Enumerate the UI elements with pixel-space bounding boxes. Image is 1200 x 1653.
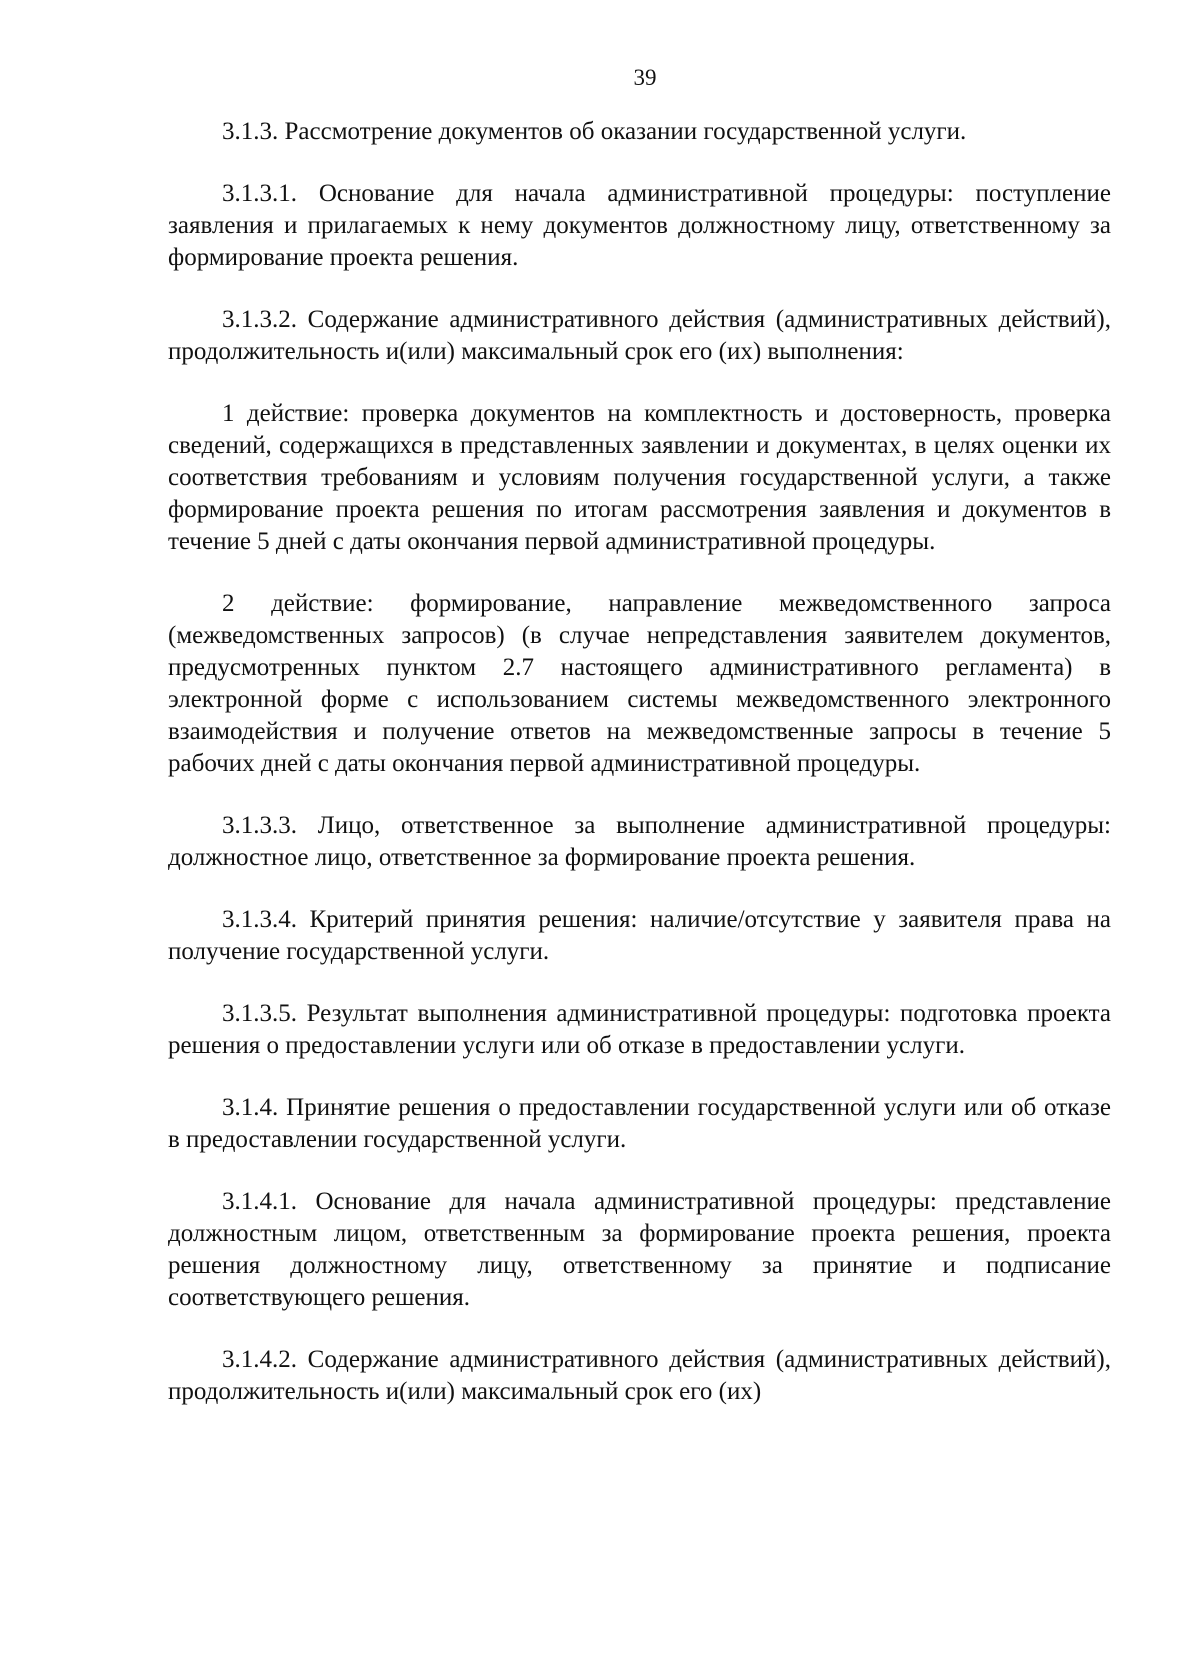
page-number: 39 xyxy=(633,65,657,90)
paragraph-3-1-4-2: 3.1.4.2. Содержание административного действия (административных действий), продолжительность и(или) максимальный срок его (их) xyxy=(168,1346,1111,1405)
paragraph-3-1-3-2: 3.1.3.2. Содержание административного действия (административных действий), продолжительность и(или) максимальный срок его (их) выполнения: xyxy=(168,306,1111,365)
paragraph-3-1-3-5: 3.1.3.5. Результат выполнения административной процедуры: подготовка проекта решения о предоставлении услуги или об отказе в предоставлении услуги. xyxy=(168,1000,1111,1059)
paragraph-3-1-3-4: 3.1.3.4. Критерий принятия решения: наличие/отсутствие у заявителя права на получение государственной услуги. xyxy=(168,906,1111,965)
paragraph-action-2: 2 действие: формирование, направление межведомственного запроса (межведомственных запросов) (в случае непредставления заявителем документов, предусмотренных пунктом 2.7 настоящего административного регламента) в электронной форме с использованием системы межведомственного электронного взаимодействия и получение ответов на межведомственные запросы в течение 5 рабочих дней с даты окончания первой административной процедуры. xyxy=(168,590,1111,777)
paragraph-action-1: 1 действие: проверка документов на комплектность и достоверность, проверка сведений, содержащихся в представленных заявлении и документах, в целях оценки их соответствия требованиям и условиям получения государственной услуги, а также формирование проекта решения по итогам рассмотрения заявления и документов в течение 5 дней с даты окончания первой административной процедуры. xyxy=(168,400,1111,555)
paragraph-3-1-3: 3.1.3. Рассмотрение документов об оказании государственной услуги. xyxy=(222,118,967,145)
paragraph-3-1-4: 3.1.4. Принятие решения о предоставлении государственной услуги или об отказе в предоставлении государственной услуги. xyxy=(168,1094,1111,1153)
paragraph-3-1-4-1: 3.1.4.1. Основание для начала административной процедуры: представление должностным лицом, ответственным за формирование проекта решения, проекта решения должностному лицу, ответственному за принятие и подписание соответствующего решения. xyxy=(168,1188,1111,1311)
paragraph-3-1-3-3: 3.1.3.3. Лицо, ответственное за выполнение административной процедуры: должностное лицо, ответственное за формирование проекта решения. xyxy=(168,812,1111,871)
document-body xyxy=(168,116,1111,1438)
paragraph-3-1-3-1: 3.1.3.1. Основание для начала административной процедуры: поступление заявления и прилагаемых к нему документов должностному лицу, ответственному за формирование проекта решения. xyxy=(168,180,1111,271)
